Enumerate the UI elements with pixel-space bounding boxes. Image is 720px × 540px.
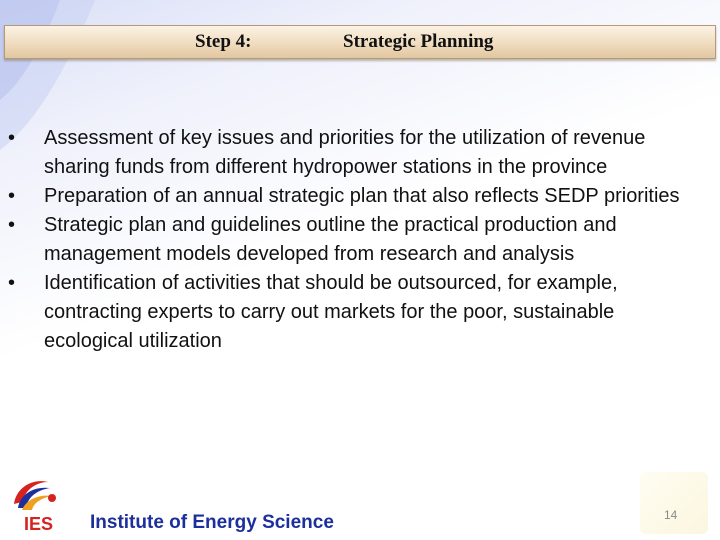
title-bar bbox=[4, 25, 716, 59]
bullet-text: Identification of activities that should be outsourced, for example, contracting experts to carry out markets for the poor, sustainable ecological utilization bbox=[44, 272, 618, 352]
organization-name: Institute of Energy Science bbox=[90, 512, 334, 533]
bullet-text: Assessment of key issues and priorities for the utilization of revenue sharing funds from different hydropower stations in the province bbox=[44, 127, 646, 178]
slide-title: Strategic Planning bbox=[343, 31, 494, 52]
bullet-item bbox=[0, 211, 720, 269]
ies-logo-icon bbox=[8, 474, 72, 534]
bullet-item bbox=[0, 124, 720, 182]
logo-text: IES bbox=[24, 514, 54, 534]
page-number: 14 bbox=[664, 508, 678, 522]
bullet-marker: • bbox=[8, 272, 16, 294]
title-step: Step 4: bbox=[195, 31, 252, 52]
bullet-marker: • bbox=[8, 214, 16, 236]
bullet-text: Preparation of an annual strategic plan that also reflects SEDP priorities bbox=[44, 185, 680, 207]
bullet-item bbox=[0, 269, 720, 356]
bullet-marker: • bbox=[8, 127, 16, 149]
bullet-item bbox=[0, 182, 720, 211]
bullet-list bbox=[0, 124, 720, 356]
bullet-marker: • bbox=[8, 185, 16, 207]
page-number-box bbox=[640, 472, 708, 534]
bullet-text: Strategic plan and guidelines outline the practical production and management models developed from research and analysis bbox=[44, 214, 617, 265]
